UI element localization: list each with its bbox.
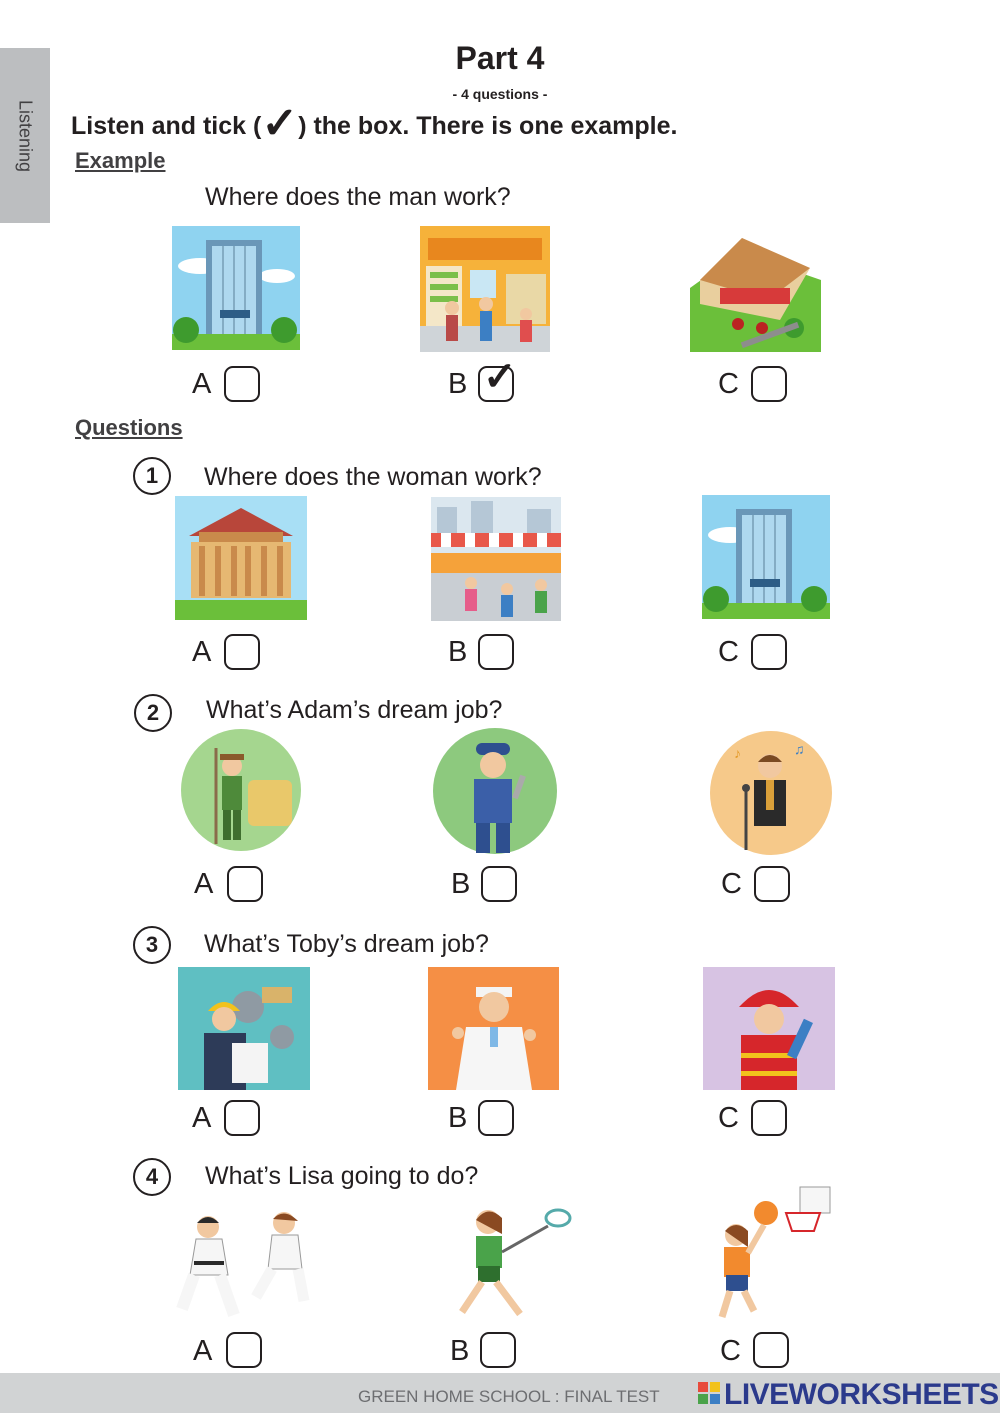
hotel-picture xyxy=(172,226,300,350)
page-title: Part 4 xyxy=(455,40,545,76)
q4-option-a-label: A xyxy=(193,1335,213,1367)
doctor-picture xyxy=(428,967,559,1090)
hotel-picture-2 xyxy=(702,495,830,619)
question-4-number: 4 xyxy=(133,1158,171,1196)
q1-option-b-checkbox[interactable] xyxy=(478,634,514,670)
q4-option-b-label: B xyxy=(450,1335,470,1367)
question-3-number: 3 xyxy=(133,926,171,964)
q4-option-a-checkbox[interactable] xyxy=(226,1332,262,1368)
example-option-b-label: B xyxy=(448,368,468,400)
question-3-text: What’s Toby’s dream job? xyxy=(204,930,489,958)
page-subtitle: - 4 questions - xyxy=(452,86,548,102)
q1-option-b-label: B xyxy=(448,636,468,668)
restaurant-picture xyxy=(690,228,821,352)
example-question: Where does the man work? xyxy=(205,183,511,211)
q3-option-a-label: A xyxy=(192,1102,212,1134)
questions-heading: Questions xyxy=(75,415,183,440)
instruction-after: ) the box. There is one example. xyxy=(298,112,678,140)
supermarket-picture xyxy=(420,226,550,352)
museum-picture xyxy=(175,496,307,620)
example-heading: Example xyxy=(75,148,166,173)
example-option-c-checkbox[interactable] xyxy=(751,366,787,402)
q3-option-b-label: B xyxy=(448,1102,468,1134)
check-icon: ✓ xyxy=(483,355,517,399)
question-2-text: What’s Adam’s dream job? xyxy=(206,696,503,724)
q2-option-a-checkbox[interactable] xyxy=(227,866,263,902)
example-option-c-label: C xyxy=(718,368,739,400)
q4-option-b-checkbox[interactable] xyxy=(480,1332,516,1368)
liveworksheets-logo-icon xyxy=(698,1382,720,1404)
q2-option-b-label: B xyxy=(451,868,471,900)
q2-option-c-label: C xyxy=(721,868,742,900)
svg-text:♫: ♫ xyxy=(794,741,805,757)
q2-option-a-label: A xyxy=(194,868,214,900)
footer-school-text: GREEN HOME SCHOOL : FINAL TEST xyxy=(358,1387,660,1406)
singer-picture xyxy=(710,730,833,856)
footer-brand: LIVEWORKSHEETS xyxy=(724,1378,999,1411)
q4-option-c-checkbox[interactable] xyxy=(753,1332,789,1368)
question-2-number: 2 xyxy=(134,694,172,732)
q4-option-c-label: C xyxy=(720,1335,741,1367)
question-1-number: 1 xyxy=(133,457,171,495)
example-option-a-label: A xyxy=(192,368,212,400)
question-4-text: What’s Lisa going to do? xyxy=(205,1162,479,1190)
q1-option-c-label: C xyxy=(718,636,739,668)
basketball-picture xyxy=(696,1183,832,1326)
q3-option-a-checkbox[interactable] xyxy=(224,1100,260,1136)
q2-option-b-checkbox[interactable] xyxy=(481,866,517,902)
q3-option-c-checkbox[interactable] xyxy=(751,1100,787,1136)
instruction-before: Listen and tick ( xyxy=(71,112,262,140)
example-option-a-checkbox[interactable] xyxy=(224,366,260,402)
question-1-text: Where does the woman work? xyxy=(204,463,542,491)
side-tab-label: Listening xyxy=(15,99,36,172)
engineer-picture xyxy=(178,967,310,1090)
instruction xyxy=(71,99,678,148)
tick-icon: ✓ xyxy=(261,99,299,148)
q3-option-b-checkbox[interactable] xyxy=(478,1100,514,1136)
q1-option-a-checkbox[interactable] xyxy=(224,634,260,670)
farmer-picture xyxy=(180,728,302,852)
firefighter-picture xyxy=(703,967,835,1090)
mechanic-picture xyxy=(432,727,558,855)
q3-option-c-label: C xyxy=(718,1102,739,1134)
market-picture xyxy=(431,497,561,621)
q2-option-c-checkbox[interactable] xyxy=(754,866,790,902)
karate-picture xyxy=(172,1205,326,1323)
q1-option-a-label: A xyxy=(192,636,212,668)
badminton-picture xyxy=(448,1204,572,1322)
q1-option-c-checkbox[interactable] xyxy=(751,634,787,670)
svg-text:♪: ♪ xyxy=(734,745,741,761)
example-option-b-checkbox[interactable] xyxy=(478,355,517,402)
